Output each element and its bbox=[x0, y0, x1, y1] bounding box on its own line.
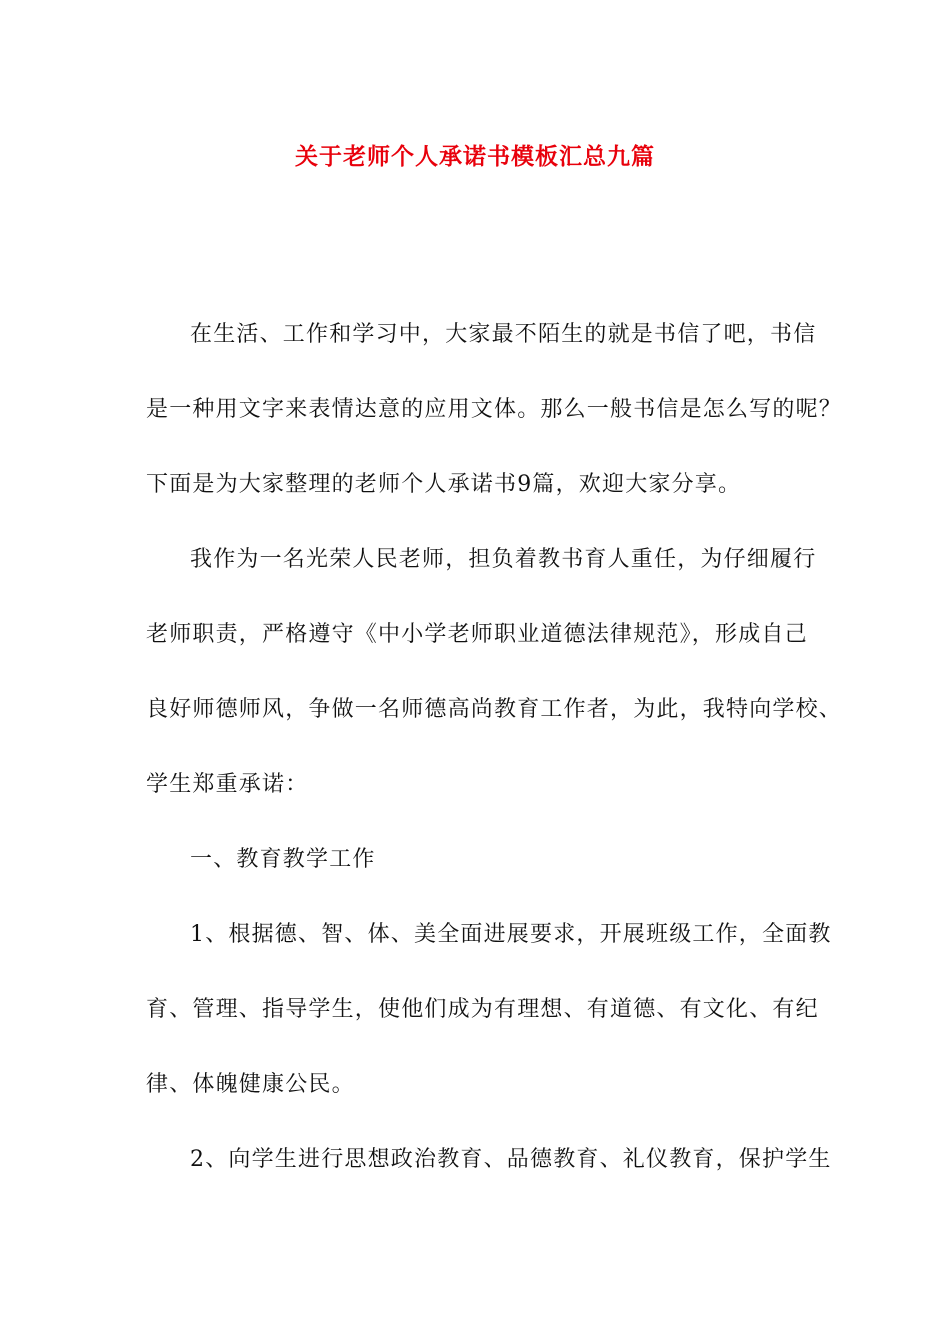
body-line-1: 在生活、工作和学习中，大家最不陌生的就是书信了吧，书信 bbox=[190, 322, 817, 347]
body-line-11: 律、体魄健康公民。 bbox=[146, 1072, 355, 1097]
body-line-7: 学生郑重承诺： bbox=[146, 772, 309, 797]
body-line-6: 良好师德师风，争做一名师德高尚教育工作者，为此，我特向学校、 bbox=[146, 697, 843, 722]
section-heading: 一、教育教学工作 bbox=[190, 847, 376, 872]
body-line-4: 我作为一名光荣人民老师，担负着教书育人重任，为仔细履行 bbox=[190, 547, 817, 572]
body-line-5: 老师职责，严格遵守《中小学老师职业道德法律规范》，形成自己 bbox=[146, 622, 808, 647]
body-line-10: 育、管理、指导学生，使他们成为有理想、有道德、有文化、有纪 bbox=[146, 997, 819, 1022]
body-line-12: 2、向学生进行思想政治教育、品德教育、礼仪教育，保护学生 bbox=[190, 1147, 832, 1172]
body-line-3: 下面是为大家整理的老师个人承诺书9篇，欢迎大家分享。 bbox=[146, 472, 742, 497]
document-title: 关于老师个人承诺书模板汇总九篇 bbox=[295, 143, 655, 170]
body-line-2: 是一种用文字来表情达意的应用文体。那么一般书信是怎么写的呢？ bbox=[146, 397, 843, 422]
body-line-9: 1、根据德、智、体、美全面进展要求，开展班级工作，全面教 bbox=[190, 922, 832, 947]
